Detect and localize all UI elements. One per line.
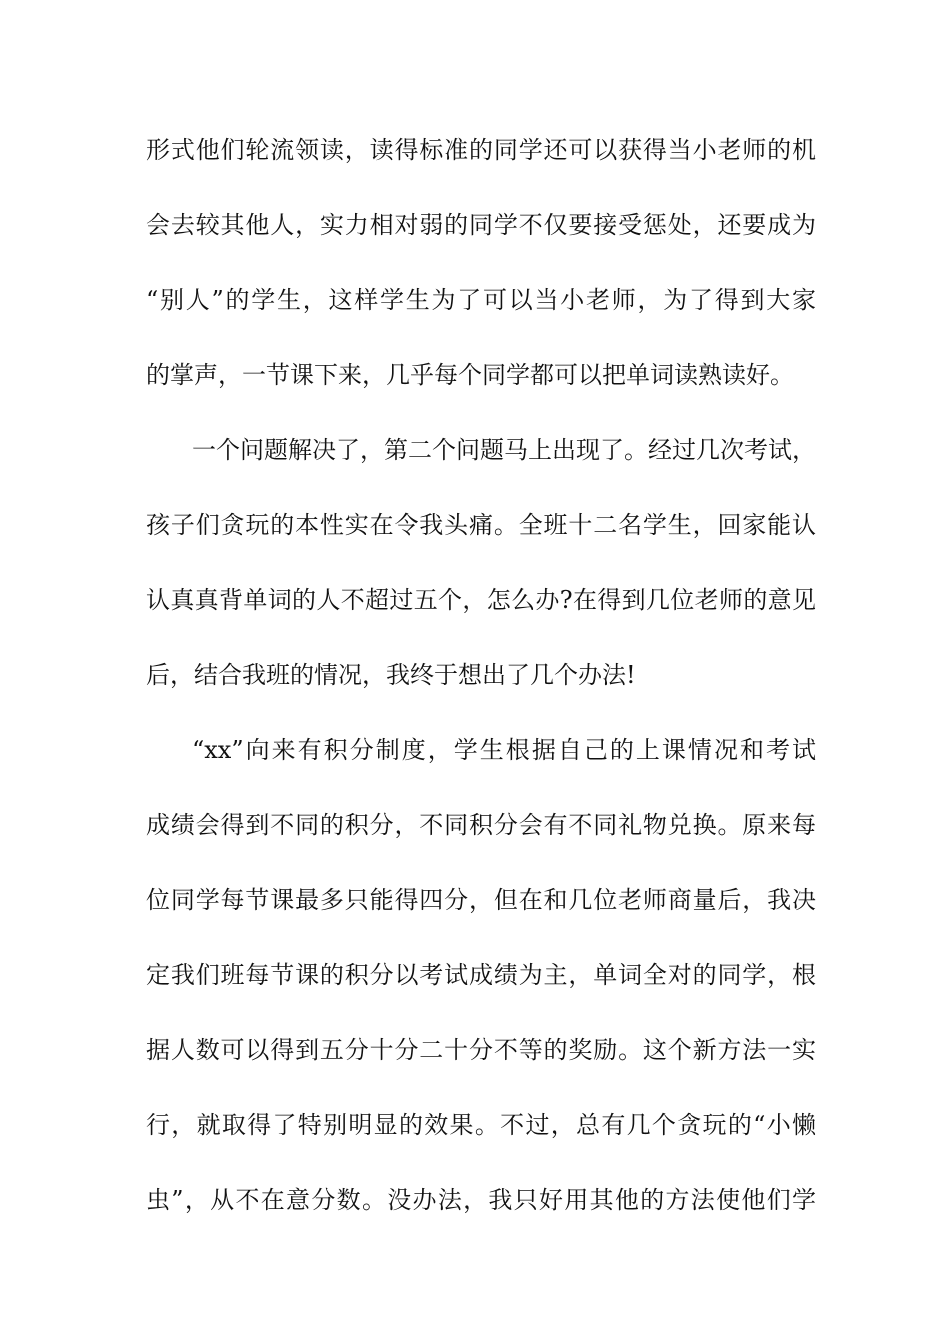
text-line-14: 行，就取得了特别明显的效果。不过，总有几个贪玩的“小懒 — [146, 1111, 816, 1139]
text-line-9: “xx”向来有积分制度，学生根据自己的上课情况和考试 — [192, 736, 816, 764]
text-line-1: 形式他们轮流领读，读得标准的同学还可以获得当小老师的机 — [146, 136, 816, 164]
text-line-6: 孩子们贪玩的本性实在令我头痛。全班十二名学生，回家能认 — [146, 511, 816, 539]
text-line-8: 后，结合我班的情况，我终于想出了几个办法! — [146, 661, 636, 689]
text-line-15: 虫”，从不在意分数。没办法，我只好用其他的方法使他们学 — [146, 1186, 816, 1214]
text-line-3: “别人”的学生，这样学生为了可以当小老师，为了得到大家 — [146, 286, 816, 314]
text-line-13: 据人数可以得到五分十分二十分不等的奖励。这个新方法一实 — [146, 1036, 816, 1064]
text-line-4: 的掌声，一节课下来，几乎每个同学都可以把单词读熟读好。 — [146, 361, 794, 389]
text-line-12: 定我们班每节课的积分以考试成绩为主，单词全对的同学，根 — [146, 961, 816, 989]
text-line-11: 位同学每节课最多只能得四分，但在和几位老师商量后，我决 — [146, 886, 816, 914]
text-line-7: 认真真背单词的人不超过五个，怎么办?在得到几位老师的意见 — [146, 586, 816, 614]
text-line-5: 一个问题解决了，第二个问题马上出现了。经过几次考试， — [192, 436, 816, 464]
text-line-10: 成绩会得到不同的积分，不同积分会有不同礼物兑换。原来每 — [146, 811, 816, 839]
text-line-2: 会去较其他人，实力相对弱的同学不仅要接受惩处，还要成为 — [146, 211, 816, 239]
